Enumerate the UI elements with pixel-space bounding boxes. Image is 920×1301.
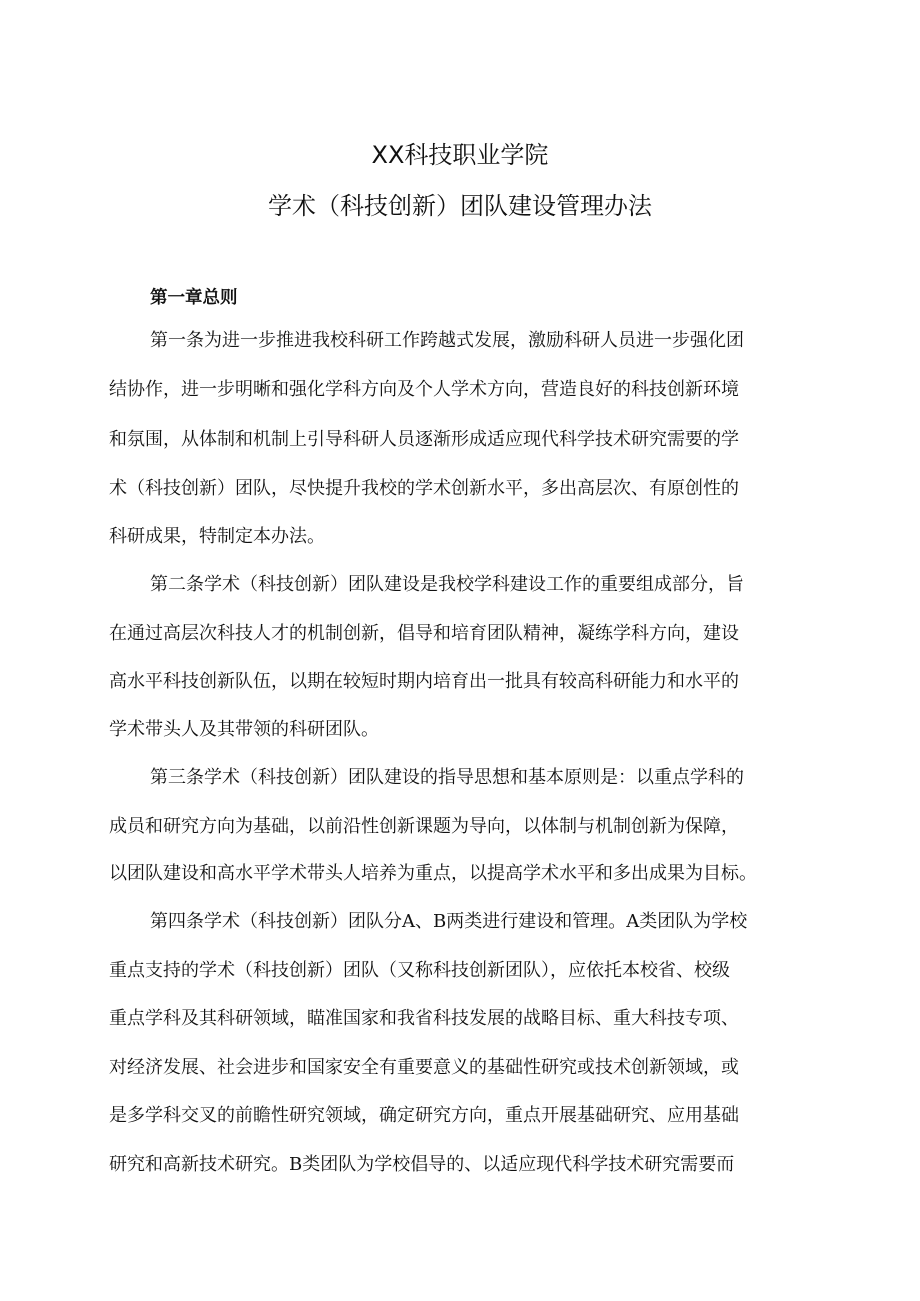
article-3-line-2: 成员和研究方向为基础，以前沿性创新课题为导向，以体制与机制创新为保障， (109, 816, 739, 837)
article-2-line-1: 第二条学术（科技创新）团队建设是我校学科建设工作的重要组成部分，旨 (150, 574, 744, 595)
document-title-regulation: 学术（科技创新）团队建设管理办法 (268, 192, 652, 220)
article-2-line-4: 学术带头人及其带领的科研团队。 (109, 719, 379, 740)
article-4-line-1: 第四条学术（科技创新）团队分A、B两类进行建设和管理。A类团队为学校 (150, 911, 748, 932)
article-4-line-5: 是多学科交叉的前瞻性研究领域，确定研究方向，重点开展基础研究、应用基础 (109, 1105, 739, 1126)
article-4-line-3: 重点学科及其科研领域，瞄准国家和我省科技发展的战略目标、重大科技专项、 (109, 1008, 739, 1029)
article-4-line-2: 重点支持的学术（科技创新）团队（又称科技创新团队），应依托本校省、校级 (109, 960, 730, 981)
article-4-line-4: 对经济发展、社会进步和国家安全有重要意义的基础性研究或技术创新领域，或 (109, 1057, 739, 1078)
article-3-line-3: 以团队建设和高水平学术带头人培养为重点，以提高学术水平和多出成果为目标。 (109, 863, 757, 884)
document-title-institution: XX科技职业学院 (371, 141, 549, 169)
chapter-heading: 第一章总则 (150, 288, 238, 308)
article-1-line-5: 科研成果，特制定本办法。 (109, 526, 325, 547)
article-3-line-1: 第三条学术（科技创新）团队建设的指导思想和基本原则是：以重点学科的 (150, 767, 744, 788)
article-1-line-2: 结协作，进一步明晰和强化学科方向及个人学术方向，营造良好的科技创新环境 (109, 379, 739, 400)
article-2-line-2: 在通过高层次科技人才的机制创新，倡导和培育团队精神，凝练学科方向，建设 (109, 623, 739, 644)
article-1-line-1: 第一条为进一步推进我校科研工作跨越式发展，激励科研人员进一步强化团 (150, 330, 744, 351)
article-4-line-6: 研究和高新技术研究。B类团队为学校倡导的、以适应现代科学技术研究需要而 (109, 1154, 735, 1175)
article-1-line-4: 术（科技创新）团队，尽快提升我校的学术创新水平，多出高层次、有原创性的 (109, 478, 739, 499)
article-2-line-3: 高水平科技创新队伍，以期在较短时期内培育出一批具有较高科研能力和水平的 (109, 671, 739, 692)
article-1-line-3: 和氛围，从体制和机制上引导科研人员逐渐形成适应现代科学技术研究需要的学 (109, 429, 739, 450)
